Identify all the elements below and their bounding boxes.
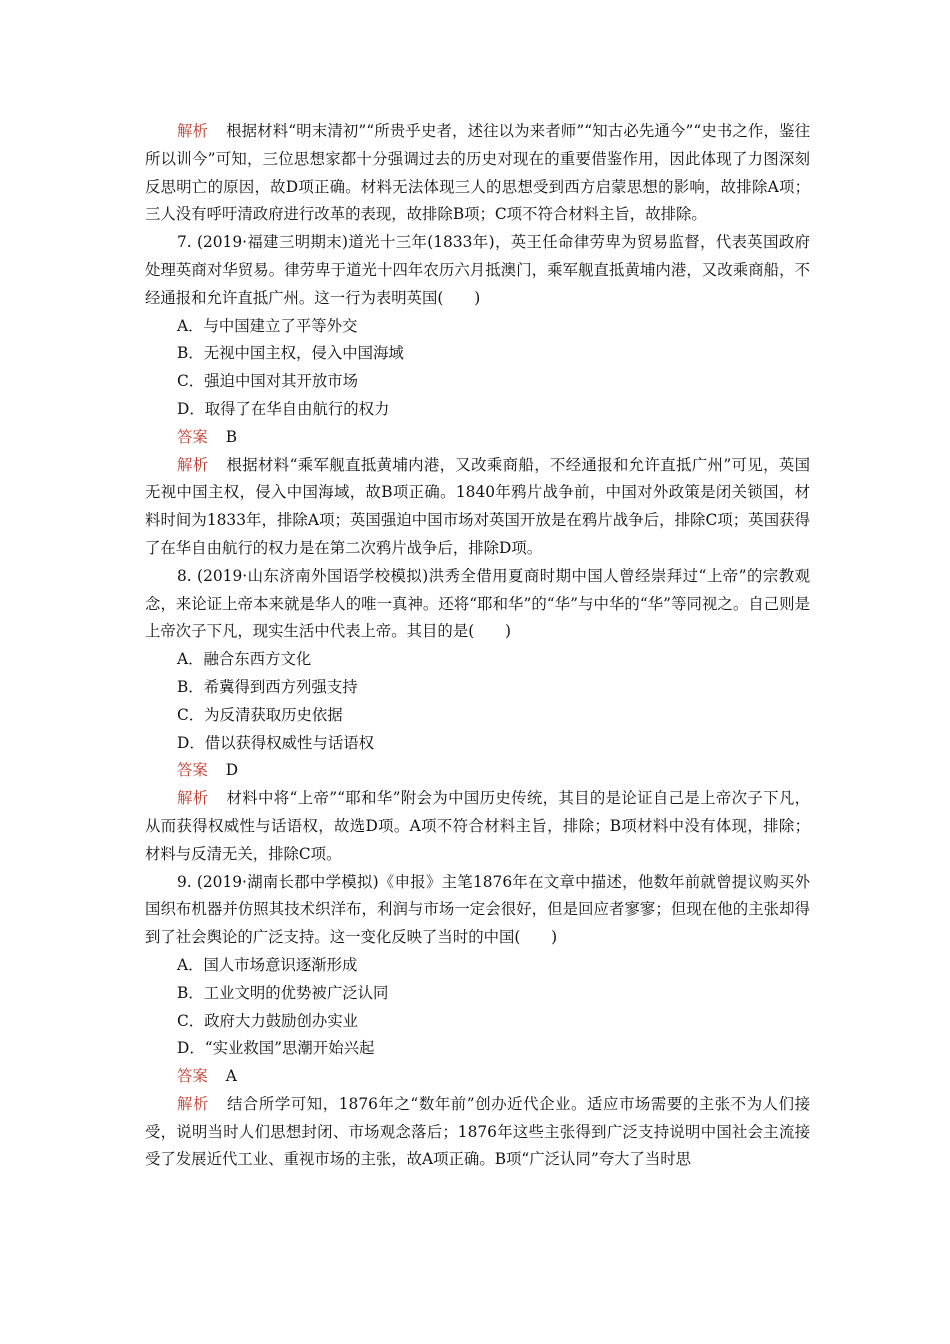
q8-analysis [145, 785, 810, 868]
analysis-label: 解析 [177, 1094, 209, 1113]
q7-option-c: C．强迫中国对其开放市场 [177, 372, 359, 391]
q8-option-d: D．借以获得权威性与话语权 [177, 733, 375, 752]
analysis-label: 解析 [177, 455, 209, 474]
analysis-text: 根据材料“明末清初”“所贵乎史者，述往以为来者师”“知古必先通今”“史书之作，鉴往所以训今”可知，三位思想家都十分强调过去的历史对现在的重要借鉴作用，因此体现了力图深刻反思明亡的原因，故D项正确。材料无法体现三人的思想受到西方启蒙思想的影响，故排除A项；三人没有呼吁清政府进行改革的表现，故排除B项；C项不符合材料主旨，故排除。 [145, 122, 810, 224]
answer-value: D [225, 761, 239, 780]
q7-option-d: D．取得了在华自由航行的权力 [177, 399, 390, 418]
analysis-text: 材料中将“上帝”“耶和华”附会为中国历史传统，其目的是论证自己是上帝次子下凡，从而获得权威性与话语权，故选D项。A项不符合材料主旨，排除；B项材料中没有体现，排除；材料与反清无关，排除C项。 [145, 789, 810, 863]
q9-option-c: C．政府大力鼓励创办实业 [177, 1011, 359, 1030]
q7-option-b: B．无视中国主权，侵入中国海域 [177, 344, 404, 363]
analysis-text: 结合所学可知，1876年之“数年前”创办近代企业。适应市场需要的主张不为人们接受，说明当时人们思想封闭、市场观念落后；1876年这些主张得到广泛支持说明中国社会主流接受了发展近代工业、重视市场的主张，故A项正确。B项“广泛认同”夸大了当时思 [145, 1094, 810, 1169]
answer-value: A [225, 1067, 237, 1086]
analysis-label: 解析 [177, 789, 209, 808]
q7-answer [145, 424, 810, 452]
q8-option-a: A．融合东西方文化 [177, 650, 312, 669]
document-page [145, 118, 810, 1174]
answer-label: 答案 [177, 761, 208, 780]
answer-value: B [225, 427, 238, 446]
q6-analysis [145, 118, 810, 229]
answer-label: 答案 [177, 1067, 208, 1086]
q9-analysis [145, 1091, 810, 1174]
q8-option-c: C．为反清获取历史依据 [177, 705, 343, 724]
analysis-label: 解析 [177, 122, 209, 140]
answer-label: 答案 [177, 427, 208, 446]
q8-stem: 8. (2019·山东济南外国语学校模拟)洪秀全借用夏商时期中国人曾经崇拜过“上帝”的宗教观念，来论证上帝本来就是华人的唯一真神。还将“耶和华”的“华”与中华的“华”等同视之。自己则是上帝次子下凡，现实生活中代表上帝。其目的是( ) [145, 566, 810, 641]
q9-option-d: D．“实业救国”思潮开始兴起 [177, 1039, 375, 1058]
q9-option-b: B．工业文明的优势被广泛认同 [177, 983, 389, 1002]
q8-option-b: B．希冀得到西方列强支持 [177, 677, 358, 696]
q9-option-a: A．国人市场意识逐渐形成 [177, 955, 358, 974]
q7-analysis [145, 452, 810, 563]
q9-stem: 9. (2019·湖南长郡中学模拟)《申报》主笔1876年在文章中描述，他数年前就曾提议购买外国织布机器并仿照其技术织洋布，利润与市场一定会很好，但是回应者寥寥；但现在他的主张却得到了社会舆论的广泛支持。这一变化反映了当时的中国( ) [145, 872, 810, 947]
analysis-text: 根据材料“乘军舰直抵黄埔内港，又改乘商船，不经通报和允许直抵广州”可见，英国无视中国主权，侵入中国海域，故B项正确。1840年鸦片战争前，中国对外政策是闭关锁国，材料时间为1833年，排除A项；英国强迫中国市场对英国开放是在鸦片战争后，排除C项；英国获得了在华自由航行的权力是在第二次鸦片战争后，排除D项。 [145, 455, 810, 557]
q7-option-a: A．与中国建立了平等外交 [177, 316, 358, 335]
q7-stem: 7. (2019·福建三明期末)道光十三年(1833年)，英王任命律劳卑为贸易监督，代表英国政府处理英商对华贸易。律劳卑于道光十四年农历六月抵澳门，乘军舰直抵黄埔内港，又改乘商船，不经通报和允许直抵广州。这一行为表明英国( ) [145, 233, 810, 307]
q8-answer [145, 757, 810, 785]
q9-answer [145, 1063, 810, 1091]
